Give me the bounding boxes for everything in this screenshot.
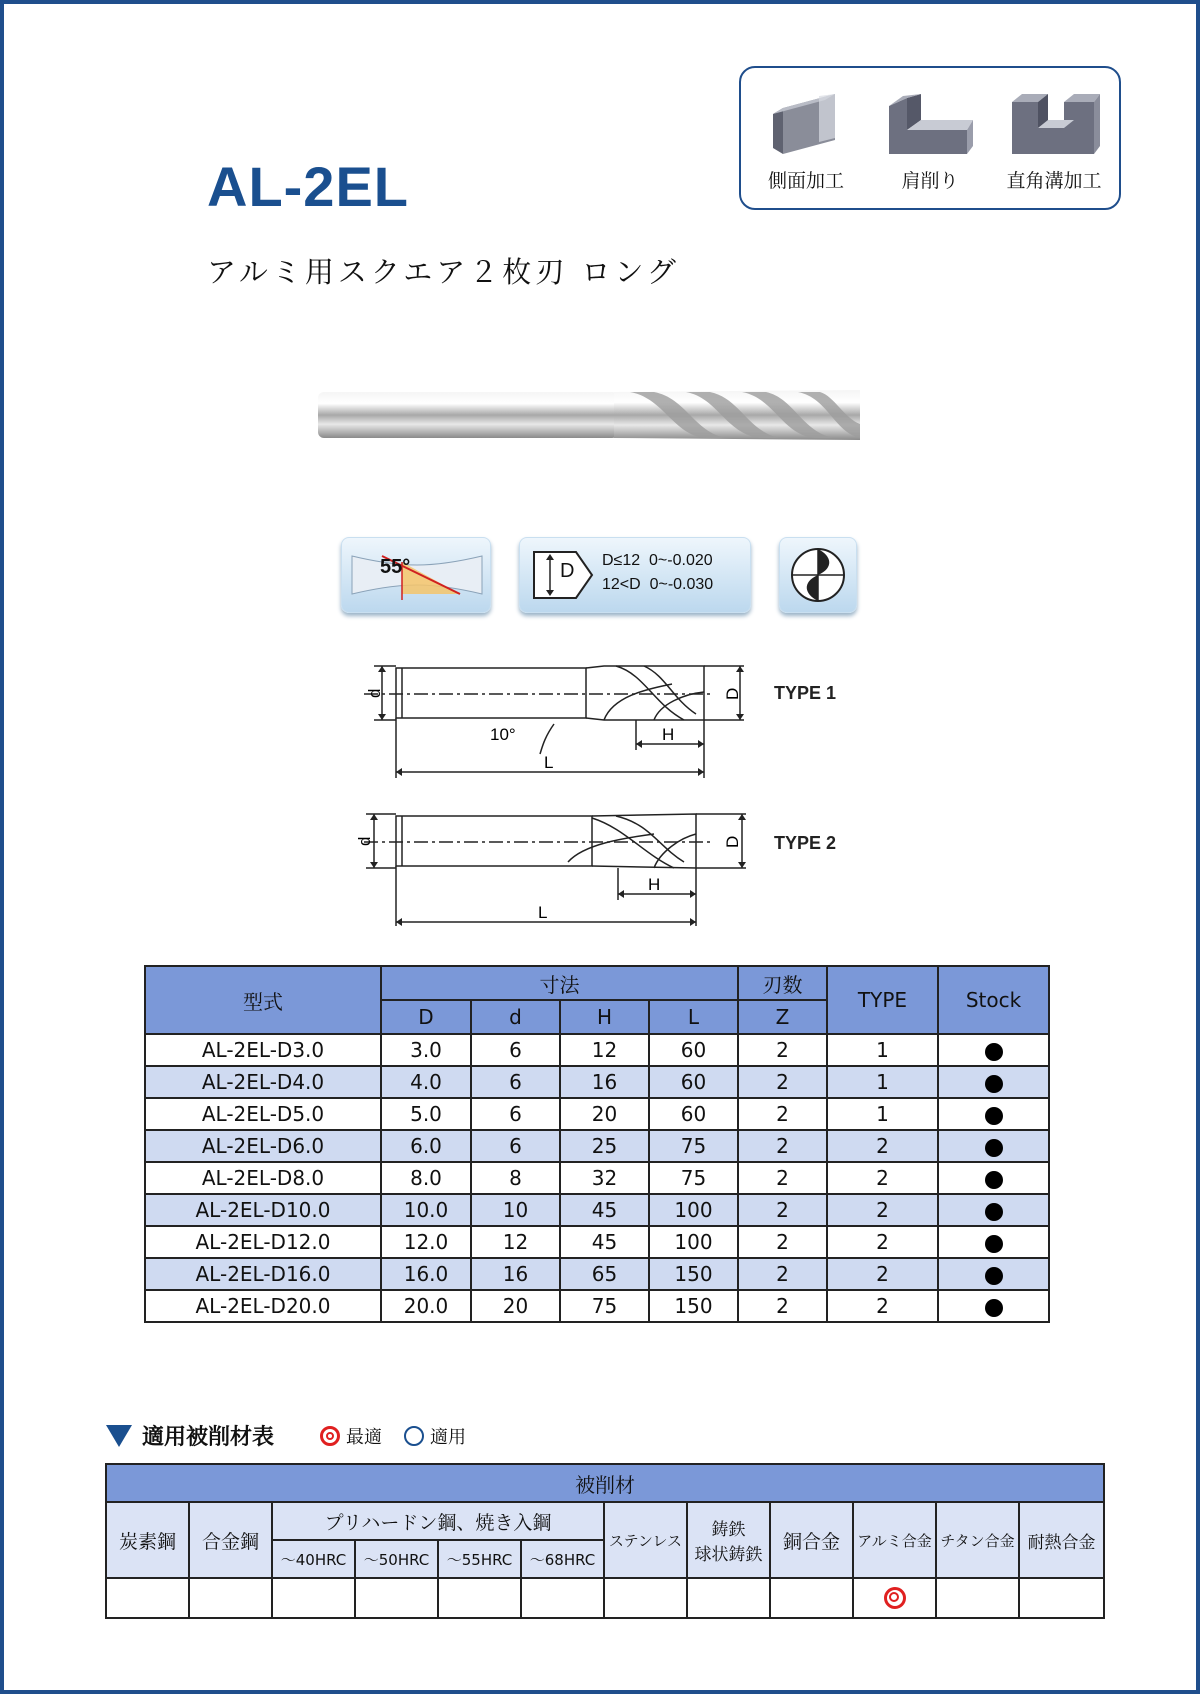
- cell-D: 6.0: [381, 1130, 471, 1162]
- cell-H: 32: [560, 1162, 649, 1194]
- cell-D: 20.0: [381, 1290, 471, 1322]
- stock-dot-icon: [985, 1075, 1003, 1093]
- cell-H: 25: [560, 1130, 649, 1162]
- cell-D: 10.0: [381, 1194, 471, 1226]
- cell-L: 150: [649, 1258, 738, 1290]
- dim-d-label: d: [355, 836, 374, 846]
- cell-stock: [938, 1162, 1049, 1194]
- cell-L: 60: [649, 1098, 738, 1130]
- rating-carbon-steel: [106, 1578, 189, 1618]
- cell-Z: 2: [738, 1162, 827, 1194]
- cell-H: 12: [560, 1034, 649, 1066]
- stock-dot-icon: [985, 1139, 1003, 1157]
- cell-d: 8: [471, 1162, 560, 1194]
- col-stainless: ステンレス: [604, 1502, 687, 1578]
- cell-stock: [938, 1034, 1049, 1066]
- cell-model: AL-2EL-D10.0: [145, 1194, 381, 1226]
- shoulder-milling-icon: [885, 88, 975, 158]
- cell-type: 2: [827, 1162, 938, 1194]
- type2-label: TYPE 2: [774, 833, 837, 853]
- materials-table-title: 被削材: [106, 1464, 1104, 1502]
- operation-label: 肩削り: [901, 170, 959, 192]
- col-hrc68: ～68HRC: [521, 1540, 604, 1578]
- stock-dot-icon: [985, 1107, 1003, 1125]
- materials-table: [105, 1463, 1105, 1619]
- rating-hrc55: [438, 1578, 521, 1618]
- dim-H-label: H: [662, 725, 675, 744]
- col-carbon-steel: 炭素鋼: [106, 1502, 189, 1578]
- operation-label: 側面加工: [767, 170, 844, 192]
- end-mill-image: [314, 384, 870, 444]
- table-row: [145, 1130, 1049, 1162]
- cell-D: 4.0: [381, 1066, 471, 1098]
- rating-heat-resistant: [1019, 1578, 1104, 1618]
- cell-Z: 2: [738, 1066, 827, 1098]
- cell-d: 10: [471, 1194, 560, 1226]
- triangle-down-icon: [106, 1425, 132, 1447]
- rating-copper-alloy: [770, 1578, 853, 1618]
- cell-D: 3.0: [381, 1034, 471, 1066]
- rating-titanium-alloy: [936, 1578, 1019, 1618]
- header-model: 型式: [145, 966, 381, 1034]
- cell-H: 20: [560, 1098, 649, 1130]
- col-alloy-steel: 合金鋼: [189, 1502, 272, 1578]
- legend-best: [320, 1423, 382, 1449]
- header-Z: Z: [738, 1000, 827, 1034]
- dim-H-label: H: [648, 875, 661, 894]
- cell-model: AL-2EL-D5.0: [145, 1098, 381, 1130]
- cell-model: AL-2EL-D20.0: [145, 1290, 381, 1322]
- cell-d: 6: [471, 1066, 560, 1098]
- rating-alloy-steel: [189, 1578, 272, 1618]
- rating-hrc40: [272, 1578, 355, 1618]
- stock-dot-icon: [985, 1171, 1003, 1189]
- cell-stock: [938, 1258, 1049, 1290]
- cell-model: AL-2EL-D8.0: [145, 1162, 381, 1194]
- cell-model: AL-2EL-D3.0: [145, 1034, 381, 1066]
- header-H: H: [560, 1000, 649, 1034]
- cell-H: 75: [560, 1290, 649, 1322]
- cell-L: 60: [649, 1066, 738, 1098]
- cell-L: 75: [649, 1130, 738, 1162]
- dim-d-label: d: [365, 688, 384, 698]
- ratings-row: [106, 1578, 1104, 1618]
- dim-D-label: D: [723, 835, 742, 848]
- cell-type: 2: [827, 1226, 938, 1258]
- cell-model: AL-2EL-D6.0: [145, 1130, 381, 1162]
- table-row: [145, 1258, 1049, 1290]
- legend-ok: [404, 1423, 466, 1449]
- table-row: [145, 1194, 1049, 1226]
- cell-H: 16: [560, 1066, 649, 1098]
- type2-drawing: [354, 804, 754, 929]
- header-type: TYPE: [827, 966, 938, 1034]
- helix-angle-badge: [341, 537, 491, 613]
- cell-type: 2: [827, 1194, 938, 1226]
- circle-icon: [404, 1426, 424, 1446]
- col-hrc40: ～40HRC: [272, 1540, 355, 1578]
- col-aluminum-alloy: アルミ合金: [853, 1502, 936, 1578]
- stock-dot-icon: [985, 1235, 1003, 1253]
- cell-type: 1: [827, 1066, 938, 1098]
- col-heat-resistant: 耐熱合金: [1019, 1502, 1104, 1578]
- cell-Z: 2: [738, 1290, 827, 1322]
- double-circle-icon: [320, 1426, 340, 1446]
- type1-drawing: [354, 654, 754, 789]
- cell-d: 6: [471, 1098, 560, 1130]
- cell-D: 5.0: [381, 1098, 471, 1130]
- table-row: [145, 1066, 1049, 1098]
- cell-D: 8.0: [381, 1162, 471, 1194]
- cast-iron-label: 鋳鉄: [711, 1520, 746, 1540]
- stock-dot-icon: [985, 1267, 1003, 1285]
- col-titanium-alloy: チタン合金: [936, 1502, 1019, 1578]
- cell-stock: [938, 1226, 1049, 1258]
- cell-stock: [938, 1194, 1049, 1226]
- cell-model: AL-2EL-D12.0: [145, 1226, 381, 1258]
- cell-L: 60: [649, 1034, 738, 1066]
- cell-Z: 2: [738, 1034, 827, 1066]
- cell-type: 2: [827, 1290, 938, 1322]
- cell-type: 2: [827, 1258, 938, 1290]
- helix-angle-label: 55°: [380, 556, 411, 578]
- legend-ok-label: 適用: [430, 1426, 467, 1448]
- cell-stock: [938, 1098, 1049, 1130]
- rating-aluminum-alloy: [853, 1578, 936, 1618]
- cell-stock: [938, 1066, 1049, 1098]
- operation-side-milling: [751, 88, 861, 193]
- side-milling-icon: [769, 88, 843, 158]
- best-mark-icon: [884, 1587, 906, 1609]
- operation-slotting: [999, 88, 1109, 193]
- product-title: AL-2EL: [207, 155, 409, 218]
- cell-d: 12: [471, 1226, 560, 1258]
- cell-L: 100: [649, 1226, 738, 1258]
- header-stock: Stock: [938, 966, 1049, 1034]
- rating-hrc68: [521, 1578, 604, 1618]
- legend-best-label: 最適: [346, 1426, 383, 1448]
- dim-L-label: L: [538, 903, 548, 922]
- dim-L-label: L: [544, 753, 554, 772]
- cell-model: AL-2EL-D4.0: [145, 1066, 381, 1098]
- materials-title: 適用被削材表: [142, 1425, 275, 1450]
- col-hrc50: ～50HRC: [355, 1540, 438, 1578]
- cell-L: 150: [649, 1290, 738, 1322]
- header-flutes: 刃数: [738, 966, 827, 1000]
- slotting-icon: [1008, 88, 1100, 158]
- col-prehardened: プリハードン鋼、焼き入鋼: [272, 1502, 604, 1540]
- cell-H: 65: [560, 1258, 649, 1290]
- cell-stock: [938, 1290, 1049, 1322]
- cell-stock: [938, 1130, 1049, 1162]
- cell-L: 75: [649, 1162, 738, 1194]
- table-row: [145, 1162, 1049, 1194]
- table-row: [145, 1226, 1049, 1258]
- tolerance-symbol: D: [560, 560, 575, 582]
- cell-L: 100: [649, 1194, 738, 1226]
- cell-D: 16.0: [381, 1258, 471, 1290]
- header-L: L: [649, 1000, 738, 1034]
- stock-dot-icon: [985, 1203, 1003, 1221]
- angle-label: 10°: [490, 725, 516, 744]
- tolerance-badge: [519, 537, 751, 613]
- materials-heading: [106, 1420, 488, 1451]
- cell-Z: 2: [738, 1098, 827, 1130]
- rating-hrc50: [355, 1578, 438, 1618]
- stock-dot-icon: [985, 1299, 1003, 1317]
- dim-D-label: D: [723, 687, 742, 700]
- cell-Z: 2: [738, 1258, 827, 1290]
- rating-cast-iron: [687, 1578, 770, 1618]
- cell-Z: 2: [738, 1226, 827, 1258]
- cell-d: 6: [471, 1130, 560, 1162]
- table-row: [145, 1290, 1049, 1322]
- table-row: [145, 1098, 1049, 1130]
- cell-model: AL-2EL-D16.0: [145, 1258, 381, 1290]
- cell-type: 2: [827, 1130, 938, 1162]
- cell-type: 1: [827, 1034, 938, 1066]
- product-subtitle: アルミ用スクエア２枚刃 ロング: [207, 255, 680, 289]
- header-dimensions: 寸法: [381, 966, 738, 1000]
- spec-table: [144, 965, 1050, 1323]
- header-D: D: [381, 1000, 471, 1034]
- cell-H: 45: [560, 1226, 649, 1258]
- table-row: [145, 1034, 1049, 1066]
- col-hrc55: ～55HRC: [438, 1540, 521, 1578]
- cell-d: 16: [471, 1258, 560, 1290]
- rating-stainless: [604, 1578, 687, 1618]
- operation-label: 直角溝加工: [1006, 170, 1102, 192]
- two-flute-section-icon: [780, 538, 856, 612]
- cell-type: 1: [827, 1098, 938, 1130]
- cell-d: 20: [471, 1290, 560, 1322]
- cell-d: 6: [471, 1034, 560, 1066]
- cell-Z: 2: [738, 1194, 827, 1226]
- col-copper-alloy: 銅合金: [770, 1502, 853, 1578]
- tolerance-line-1: D≤12 0~-0.020: [602, 552, 713, 569]
- type1-label: TYPE 1: [774, 683, 837, 703]
- flute-section-badge: [779, 537, 857, 613]
- col-cast-iron: [687, 1502, 770, 1578]
- stock-dot-icon: [985, 1043, 1003, 1061]
- cell-Z: 2: [738, 1130, 827, 1162]
- operations-panel: [739, 66, 1121, 210]
- header-d: d: [471, 1000, 560, 1034]
- cell-D: 12.0: [381, 1226, 471, 1258]
- ductile-iron-label: 球状鋳鉄: [694, 1545, 763, 1565]
- tolerance-line-2: 12<D 0~-0.030: [602, 576, 714, 593]
- operation-shoulder-milling: [875, 88, 985, 193]
- cell-H: 45: [560, 1194, 649, 1226]
